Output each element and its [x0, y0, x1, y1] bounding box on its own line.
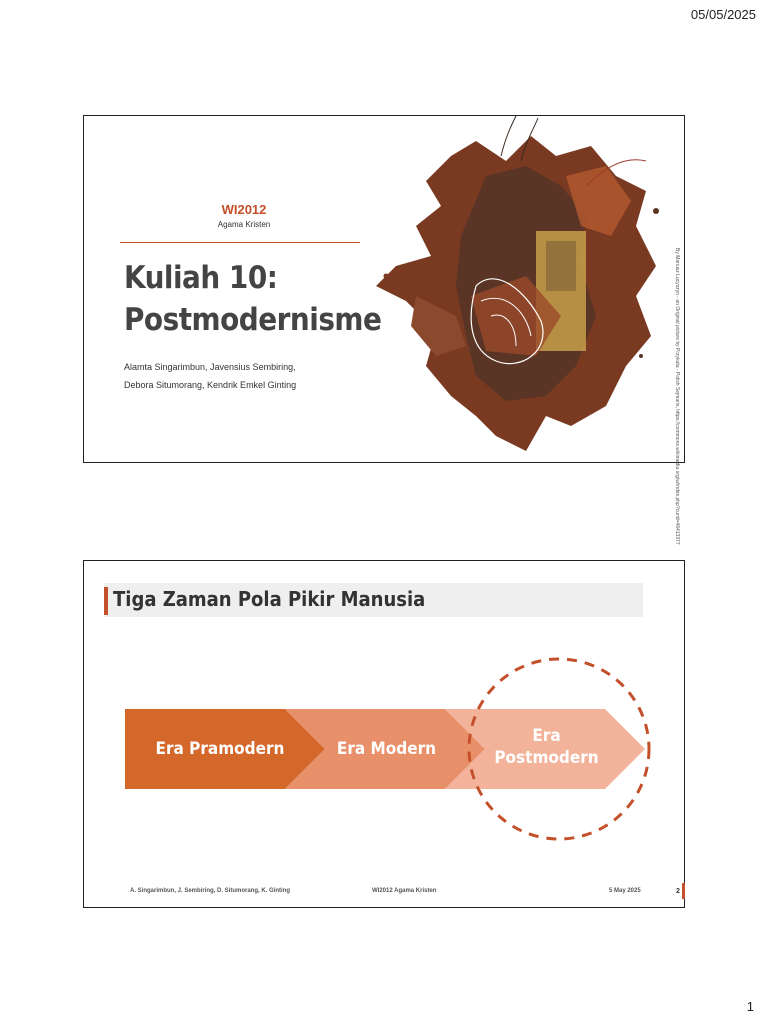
title-slide [83, 115, 685, 545]
footer-authors: A. Singarimbun, J. Sembiring, D. Situmorang, K. Ginting [130, 888, 291, 894]
eras-slide [83, 560, 685, 908]
footer-date: 5 May 2025 [609, 888, 641, 894]
course-name: Agama Kristen [217, 220, 271, 229]
image-credit: By Mariusz Lucyszyn - an Original picture by Przykuta - Polish Sejmaris, https://commons.wikimedia.org/w/index.php?curid=46413377 [674, 248, 680, 545]
footer-slide-number: 2 [676, 888, 680, 895]
slide-title-line-2: Postmodernisme [124, 302, 382, 338]
era-modern-label: Era Modern [336, 739, 437, 759]
era-postmodern-label-line-1: Era [532, 726, 561, 746]
slide-title-line-1: Kuliah 10: [124, 260, 278, 296]
authors-line-1: Alamta Singarimbun, Javensius Sembiring, [124, 362, 296, 372]
course-code: WI2012 [221, 202, 267, 217]
footer-course: WI2012 Agama Kristen [372, 888, 437, 894]
era-postmodern-label-line-2: Postmodern [494, 748, 599, 768]
slide-title: Tiga Zaman Pola Pikir Manusia [113, 587, 426, 611]
page-number: 1 [746, 999, 754, 1014]
collage-artwork-image [356, 116, 666, 464]
authors-line-2: Debora Situmorang, Kendrik Emkel Ginting [124, 380, 297, 390]
footer-accent-mark [682, 883, 685, 899]
era-postmodern-label [474, 725, 619, 769]
title-divider [120, 242, 360, 243]
era-pramodern-label: Era Pramodern [155, 739, 285, 759]
page-date: 05/05/2025 [690, 7, 756, 22]
